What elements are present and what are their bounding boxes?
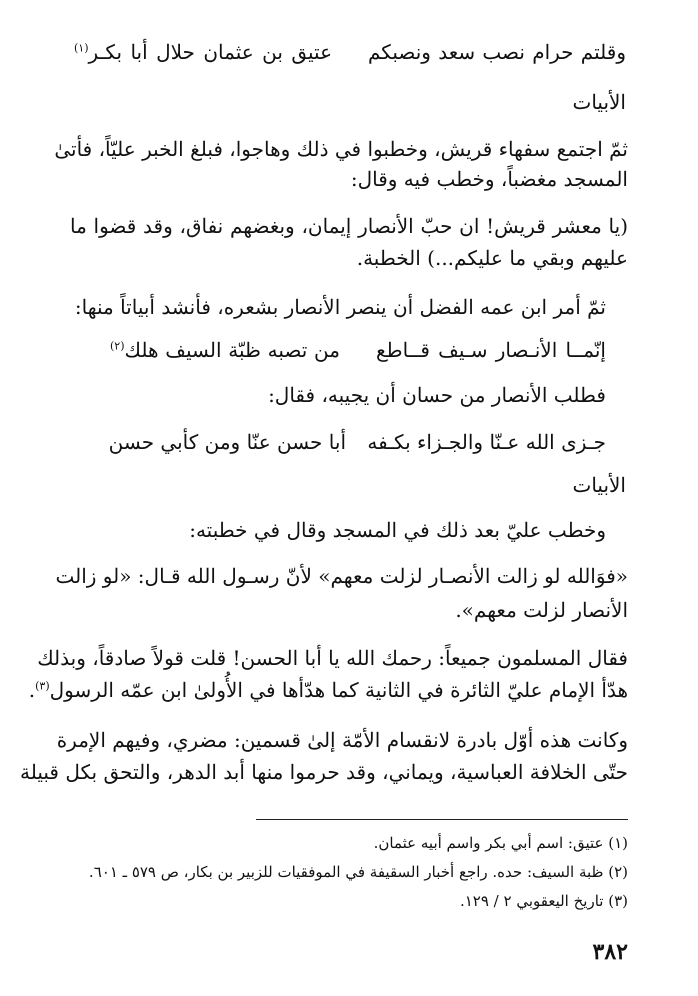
para7-line2: هدّأ الإمام عليّ الثائرة في الثانية كما هدّأها في الأُولىٰ ابن عمّه الرسول$^{(٣)}$. <box>28 678 628 702</box>
page-number: ٣٨٢ <box>592 939 628 965</box>
footnote-ref-3[interactable]: (٣) <box>35 679 50 693</box>
para1-line2: المسجد مغضباً، وخطب فيه وقال: <box>350 167 628 191</box>
para1-line1: ثمّ اجتمع سفهاء قريش، وخطبوا في ذلك وهاجوا، فبلغ الخبر عليّاً، فأتىٰ <box>54 137 628 161</box>
verse-2 <box>110 336 606 364</box>
verse-1-first-hemistich: وقلتم حرام نصب سعد ونصبكم <box>368 40 626 64</box>
footnote-2: (٢) ظبة السيف: حده. راجع أخبار السقيفة في الموفقيات للزبير بن بكار، ص ٥٧٩ ـ ٦٠١. <box>88 863 628 881</box>
footnote-3: (٣) تاريخ اليعقوبي ٢ / ١٢٩. <box>459 892 628 910</box>
verse-2-second-hemistich: من تصبه ظبّة السيف هلك$^{(٢)}$ <box>110 338 340 362</box>
verse-3-second-hemistich: أبا حسن عنّا ومن كأبي حسن <box>108 430 346 454</box>
verse-3-first-hemistich: جـزى الله عـنّا والجـزاء بكـفه <box>367 430 606 454</box>
para6-line2: الأنصار لزلت معهم». <box>455 598 628 622</box>
para4: فطلب الأنصار من حسان أن يجيبه، فقال: <box>268 383 606 407</box>
verse-3 <box>108 428 606 456</box>
para6-line1: «فوَالله لو زالت الأنصـار لزلت معهم» لأنّ رسـول الله قـال: «لو زالت <box>55 564 628 588</box>
footnote-ref-2[interactable]: (٢) <box>110 339 125 353</box>
footnote-1: (١) عتيق: اسم أبي بكر واسم أبيه عثمان. <box>373 834 628 852</box>
para5: وخطب عليّ بعد ذلك في المسجد وقال في خطبته: <box>189 518 606 542</box>
para2-line2: عليهم وبقي ما عليكم...) الخطبة. <box>356 246 628 270</box>
footnote-separator <box>256 819 628 820</box>
abyat-label-2: الأبيات <box>572 473 626 497</box>
verse-1 <box>74 38 626 66</box>
verse-1-second-hemistich: عتيق بن عثمان حلال أبا بكـر$^{(١)}$ <box>74 40 332 64</box>
para8-line2: حتّى الخلافة العباسية، ويماني، وقد حرموا منها أبد الدهر، والتحق بكل قبيلة <box>20 760 628 784</box>
footnote-ref-1[interactable]: (١) <box>74 41 89 55</box>
para8-line1: وكانت هذه أوّل بادرة لانقسام الأمّة إلىٰ قسمين: مضري، وفيهم الإمرة <box>56 728 628 752</box>
abyat-label-1: الأبيات <box>572 90 626 114</box>
para7-line1: فقال المسلمون جميعاً: رحمك الله يا أبا الحسن! قلت قولاً صادقاً، وبذلك <box>37 646 628 670</box>
verse-2-first-hemistich: إنّمــا الأنـصار سـيف قــاطع <box>376 338 606 362</box>
para2-line1: (يا معشر قريش! ان حبّ الأنصار إيمان، وبغضهم نفاق، وقد قضوا ما <box>70 214 628 238</box>
para3: ثمّ أمر ابن عمه الفضل أن ينصر الأنصار بشعره، فأنشد أبياتاً منها: <box>74 295 606 319</box>
